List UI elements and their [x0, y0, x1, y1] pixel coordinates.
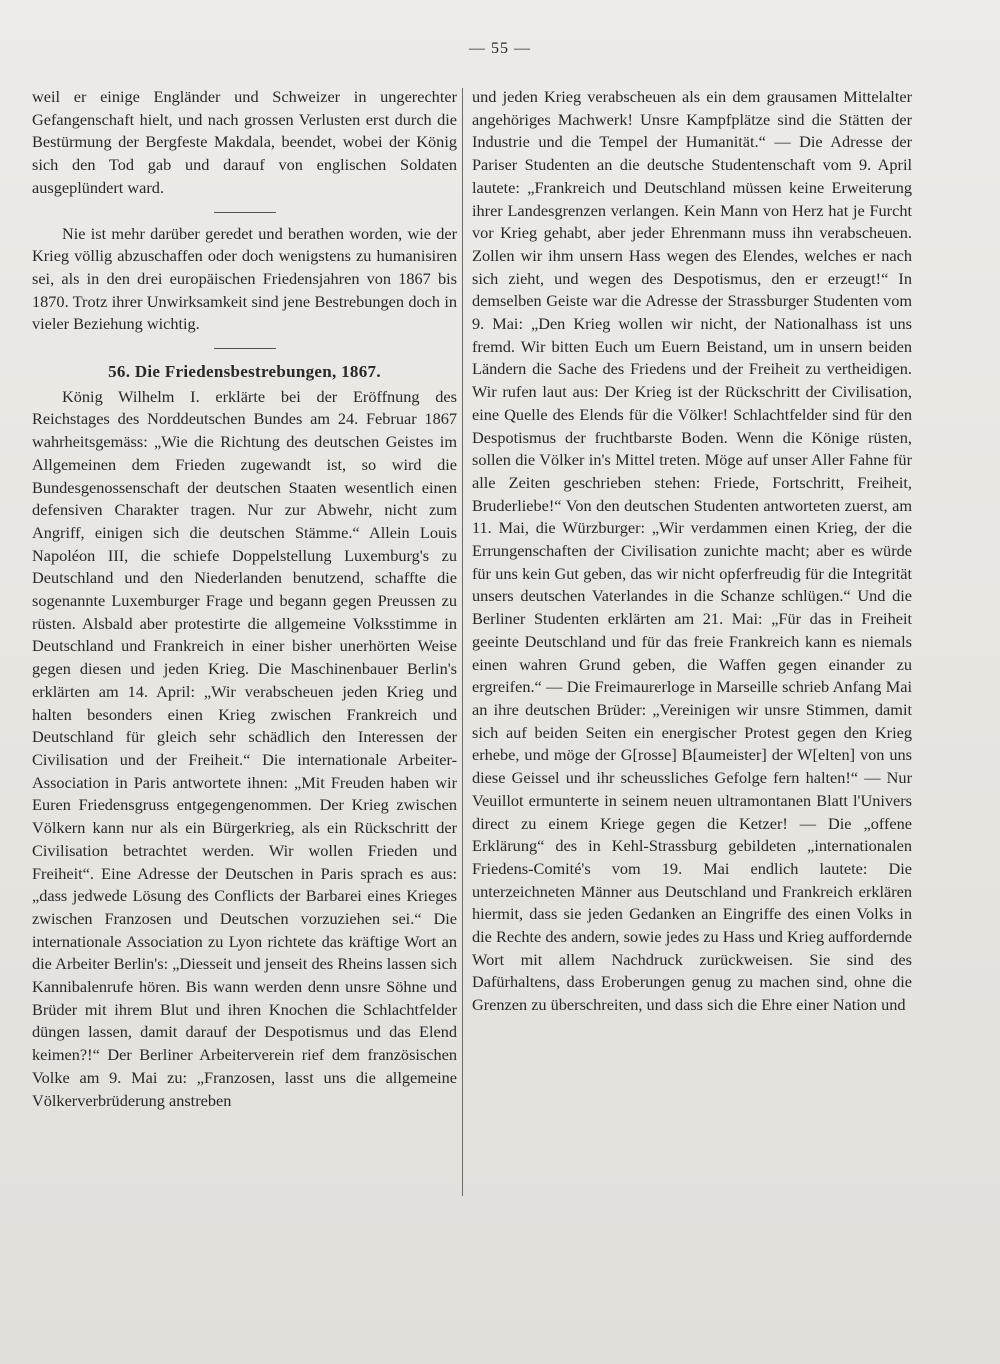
column-divider	[462, 88, 463, 1196]
left-paragraph-1: weil er einige Engländer und Schweizer in ungerechter Gefangenschaft hielt, und nach grossen Verlusten erst durch die Bestürmung der Bergfeste Makdala, beendet, wobei der König sich den Tod gab und darauf von englischen Soldaten ausgeplündert ward.	[32, 87, 457, 197]
right-column	[472, 86, 912, 1017]
separator-rule	[214, 212, 276, 213]
left-paragraph-2: Nie ist mehr darüber geredet und berathen worden, wie der Krieg völlig abzuschaffen oder doch wenigstens zu humanisiren sei, als in den drei europäischen Friedensjahren von 1867 bis 1870. Trotz ihrer Unwirksamkeit sind jene Bestrebungen doch in vieler Beziehung wichtig.	[32, 223, 457, 334]
left-column	[32, 86, 457, 1112]
section-title: 56. Die Friedensbestrebungen, 1867.	[108, 362, 381, 382]
right-paragraph-1: und jeden Krieg verabscheuen als ein dem grausamen Mittelalter angehöriges Machwerk! Unsre Kampfplätze sind die Stätten der Industrie und die Tempel der Humanität.“ — Die Adresse der Pariser Studenten an die deutsche Studentenschaft vom 9. April lautete: „Frankreich und Deutschland müssen keine Erweiterung ihrer Landesgrenzen verlangen. Kein Mann von Herz hat je Furcht vor Krieg gehabt, aber jeder Ehrenmann muss ihn verabscheuen. Zollen wir ihm unsern Hass wegen des Elendes, welches er nach sich zieht, und wegen des Despotismus, den er erzeugt!“ In demselben Geiste war die Adresse der Strassburger Studenten vom 9. Mai: „Den Krieg wollen wir nicht, der Nationalhass ist uns fremd. Wir bitten Euch um Euern Beistand, um in unsern beiden Ländern die Sache des Friedens und der Freiheit zu vertheidigen. Wir rufen laut aus: Der Krieg ist der Rückschritt der Civilisation, eine Quelle des Elends für die Völker! Schlachtfelder sind für den Despotismus der fruchtbarste Boden. Wenn die Könige rüsten, sollen die Völker in's Mittel treten. Möge auf unser Aller Fahne für alle Zeiten geschrieben stehen: Friede, Fortschritt, Freiheit, Bruderliebe!“ Von den deutschen Studenten antworteten zuerst, am 11. Mai, die Würzburger: „Wir verdammen einen Krieg, der die Errungenschaften der Civilisation zunichte macht; aber es würde für uns kein Gut geben, das wir nicht opferfreudig für die Integrität unsers deutschen Vaterlandes in die Schanze schlügen.“ Und die Berliner Studenten erklärten am 21. Mai: „Für das in Freiheit geeinte Deutschland und für das freie Frankreich kann es niemals einen wahren Grund geben, die Waffen gegen einander zu ergreifen.“ — Die Freimaurerloge in Marseille schrieb Anfang Mai an ihre deutschen Brüder: „Vereinigen wir unsre Stimmen, damit sich auf beiden Seiten ein energischer Protest gegen den Krieg erhebe, und möge der G[rosse] B[aumeister] der W[elten] von uns diese Geissel und ihr scheussliches Gefolge fern halten!“ — Nur Veuillot ermunterte in seinem neuen ultramontanen Blatt l'Univers direct zu einem Kriege gegen die Ketzer! — Die „offene Erklärung“ des in Kehl-Strassburg gebildeten „internationalen Friedens-Comité's vom 19. Mai endlich lautete: Die unterzeichneten Männer aus Deutschland und Frankreich erklären hiermit, dass sie jeden Gedanken an Eingriffe des einen Volks in die Rechte des andern, sowie jedes zu Hass und Krieg auffordernde Wort mit allem Nachdruck zurückweisen. Sie sind des Dafürhaltens, dass Eroberungen genug zu machen sind, ohne die Grenzen zu überschreiten, und dass sich die Ehre einer Nation und	[472, 87, 912, 1015]
left-paragraph-3: König Wilhelm I. erklärte bei der Eröffnung des Reichstages des Norddeutschen Bundes am 24. Februar 1867 wahrheitsgemäss: „Wie die Richtung des deutschen Geistes im Allgemeinen dem Frieden zugewandt ist, so wird die Bundesgenossenschaft der deutschen Staaten wesentlich einen defensiven Charakter tragen. Nur zur Abwehr, nicht zum Angriff, einigen sich die deutschen Stämme.“ Allein Louis Napoléon III, die schiefe Doppelstellung Luxemburg's zu Deutschland und den Niederlanden benutzend, schaffte die sogenannte Luxemburger Frage und begann gegen Preussen zu rüsten. Alsbald aber protestirte die allgemeine Volksstimme in Deutschland und Frankreich in einer bisher unerhörten Weise gegen diesen und jeden Krieg. Die Maschinenbauer Berlin's erklärten am 14. April: „Wir verabscheuen jeden Krieg und halten besonders einen Krieg zwischen Frankreich und Deutschland für gleich sehr schädlich den Interessen der Civilisation und der Freiheit.“ Die internationale Arbeiter-Association in Paris antwortete ihnen: „Mit Freuden haben wir Euren Friedensgruss entgegengenommen. Der Krieg zwischen Völkern kann nur als ein Bürgerkrieg, als ein Rückschritt der Civilisation betrachtet werden. Wir wollen Frieden und Freiheit“. Eine Adresse der Deutschen in Paris sprach es aus: „dass jedwede Lösung des Conflicts der Barbarei eines Krieges zwischen Franzosen und Deutschen vorzuziehen sei.“ Die internationale Association zu Lyon richtete das kräftige Wort an die Arbeiter Berlin's: „Diesseit und jenseit des Rheins lassen sich Kannibalenrufe hören. Bis wann werden denn unsre Söhne und Brüder mit ihrem Blut und ihren Knochen die Schlachtfelder düngen lassen, damit darauf der Despotismus und das Elend keimen?!“ Der Berliner Arbeiterverein rief dem französischen Volke am 9. Mai zu: „Franzosen, lasst uns die allgemeine Völkerverbrüderung anstreben	[32, 386, 457, 1110]
page-number: — 55 —	[469, 40, 531, 57]
separator-rule	[214, 348, 276, 349]
